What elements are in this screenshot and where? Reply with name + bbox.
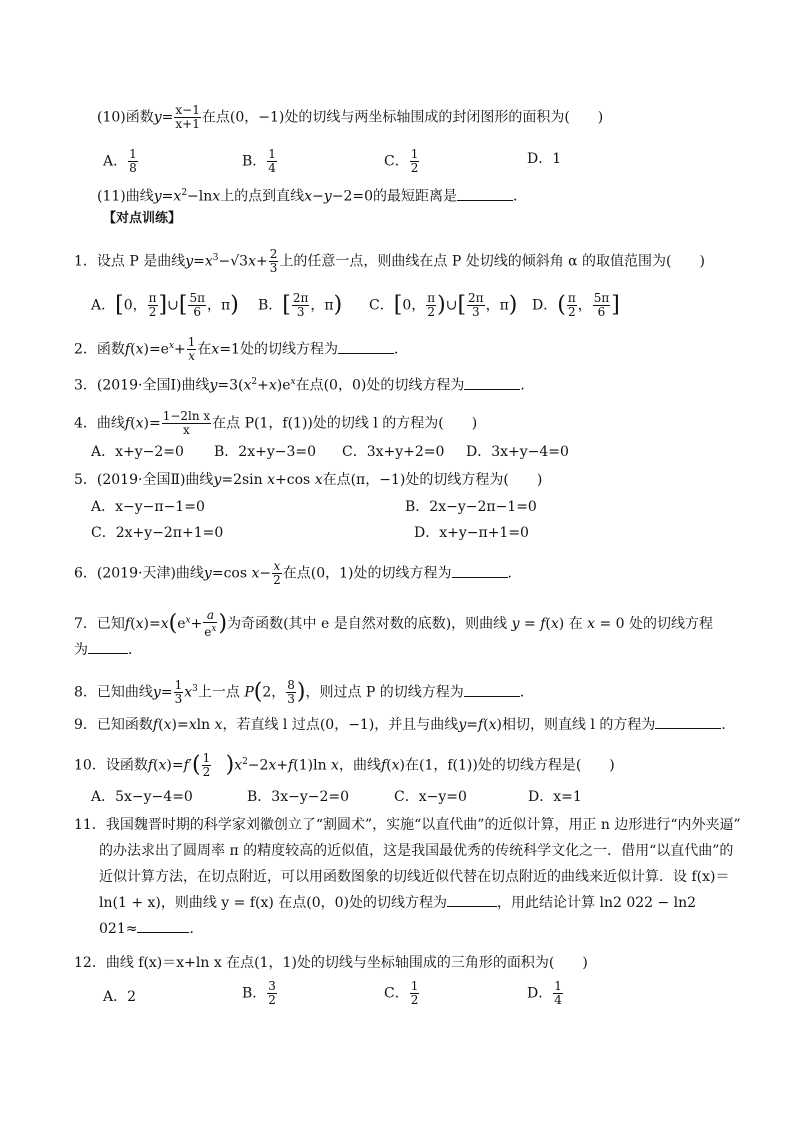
p2-answer-blank[interactable] <box>338 341 394 354</box>
question-11: (11)曲线$y=x^2-\ln x$上的点到直线x−y−2=0的最短距离是 ． <box>97 188 528 205</box>
p12-option-c: C． $\frac{1}{2}$ <box>384 979 419 1007</box>
q10-fraction: $\frac{x-1}{x+1}$ <box>175 103 200 131</box>
p5-option-b: B．2x−y−2π−1=0 <box>405 499 537 515</box>
p7-answer-blank[interactable] <box>88 641 128 654</box>
p10-option-c: C．x−y=0 <box>394 789 467 805</box>
question-10: (10)函数y= $\frac{x-1}{x+1}$ 在点(0，−1)处的切线与两坐标轴围成的封闭图形的面积为( ) <box>97 103 604 131</box>
p4-option-a: A．x+y−2=0 <box>91 444 184 460</box>
problem-5: 5．(2019·全国Ⅱ)曲线y=2sin x+cos x在点(π，−1)处的切线方程为( ) <box>74 472 543 488</box>
p12-option-b: B． $\frac{3}{2}$ <box>242 979 276 1007</box>
p12-option-d: D． $\frac{1}{4}$ <box>527 979 562 1007</box>
problem-10: 10．设函数f(x)=f′( $\frac{1}{2}$ )$x^2-2x+f(1)\ln$ x，曲线f(x)在(1，f(1))处的切线方程是( ) <box>74 751 615 779</box>
problem-6: 6．(2019·天津)曲线y=cos x− $\frac{x}{2}$ 在点(0，1)处的切线方程为 ． <box>74 559 522 587</box>
problem-11-line-5: 021≈ ． <box>99 921 204 937</box>
p4-option-d: D．3x+y−4=0 <box>466 444 569 460</box>
p4-option-c: C．3x+y+2=0 <box>342 444 445 460</box>
p8-answer-blank[interactable] <box>464 684 520 697</box>
problem-7: 7．已知$f(x)=x(e^x+$ $\frac{a}{e^x}$ )为奇函数(其中 e 是自然对数的底数)，则曲线 y = f(x) 在 x = 0 处的切线方程 <box>74 608 714 639</box>
p1-option-d: D．( $\frac{\pi}{2}$ ， $\frac{5\pi}{6}$ ] <box>532 291 620 319</box>
problem-4: 4．曲线f(x)= $\frac{\text{1−2ln x}}{x}$ 在点 P(1，f(1))处的切线 l 的方程为( ) <box>74 409 478 437</box>
q10-option-a: A． $\frac{1}{8}$ <box>103 147 137 175</box>
q10-suffix: 在点(0，−1)处的切线与两坐标轴围成的封闭图形的面积为( ) <box>201 109 604 126</box>
p1-option-b: B．[ $\frac{2\pi}{3}$ ，π) <box>258 291 343 319</box>
problem-2: 2．函数$f(x)=e^x+$ $\frac{1}{x}$ 在x=1处的切线方程为 ． <box>74 335 408 363</box>
p5-option-c: C．2x+y−2π+1=0 <box>91 525 224 541</box>
p10-option-a: A．5x−y−4=0 <box>91 789 193 805</box>
problem-9: 9．已知函数f(x)=xln x，若直线 l 过点(0，−1)，并且与曲线y=f(x)相切，则直线 l 的方程为 ． <box>74 717 736 733</box>
p12-option-a: A．2 <box>103 989 137 1005</box>
p5-option-a: A．x−y−π−1=0 <box>91 499 205 515</box>
p11-answer-blank-1[interactable] <box>447 894 497 907</box>
problem-7-line-2: 为 ． <box>74 642 142 658</box>
q10-prefix: (10)函数 <box>97 109 154 126</box>
p10-option-d: D．x=1 <box>528 789 582 805</box>
problem-11-line-3: 近似计算方法，在切点附近，可以用函数图象的切线近似代替在切点附近的曲线来近似计算．设 f(x)＝ <box>99 869 730 885</box>
p3-answer-blank[interactable] <box>464 377 520 390</box>
q10-option-c: C． $\frac{1}{2}$ <box>384 147 419 175</box>
p10-option-b: B．3x−y−2=0 <box>247 789 350 805</box>
p1-option-c: C．[0， $\frac{\pi}{2}$ )∪[ $\frac{2\pi}{3}$ ，π) <box>369 291 518 319</box>
p4-option-b: B．2x+y−3=0 <box>214 444 317 460</box>
problem-12: 12．曲线 f(x)＝x+ln x 在点(1，1)处的切线与坐标轴围成的三角形的面积为( ) <box>74 955 588 971</box>
section-heading: 【对点训练】 <box>103 211 182 226</box>
q10-option-d: D．1 <box>527 151 562 167</box>
q10-option-b: B． $\frac{1}{4}$ <box>242 147 276 175</box>
problem-3: 3．(2019·全国Ⅰ)曲线$y=3(x^2+x)e^x$在点(0，0)处的切线方程为 ． <box>74 377 535 394</box>
q11-answer-blank[interactable] <box>457 188 513 201</box>
p11-answer-blank-2[interactable] <box>137 920 189 933</box>
problem-11-line-4: ln(1 + x)，则曲线 y = f(x) 在点(0，0)处的切线方程为 ，用此结论计算 ln2 022 − ln2 <box>99 895 697 911</box>
problem-1: 1．设点 P 是曲线$y=x^3-√3x+$ $\frac{2}{3}$ 上的任意一点，则曲线在点 P 处切线的倾斜角 α 的取值范围为( ) <box>74 247 705 275</box>
p5-option-d: D．x+y−π+1=0 <box>414 525 529 541</box>
problem-8: 8．已知曲线y= $\frac{1}{3}$ $x^3$上一点 P(2， $\frac{8}{3}$ )，则过点 P 的切线方程为 ． <box>74 678 534 706</box>
p1-option-a: A．[0， $\frac{\pi}{2}$ ]∪[ $\frac{5\pi}{6}$ ，π) <box>91 291 239 319</box>
problem-11-line-1: 11．我国魏晋时期的科学家刘徽创立了“割圆术”，实施“以直代曲”的近似计算，用正 n 边形进行“内外夹逼” <box>74 817 741 833</box>
p9-answer-blank[interactable] <box>655 716 721 729</box>
problem-11-line-2: 的办法求出了圆周率 π 的精度较高的近似值，这是我国最优秀的传统科学文化之一．借用“以直代曲”的 <box>99 843 734 859</box>
p6-answer-blank[interactable] <box>452 565 508 578</box>
